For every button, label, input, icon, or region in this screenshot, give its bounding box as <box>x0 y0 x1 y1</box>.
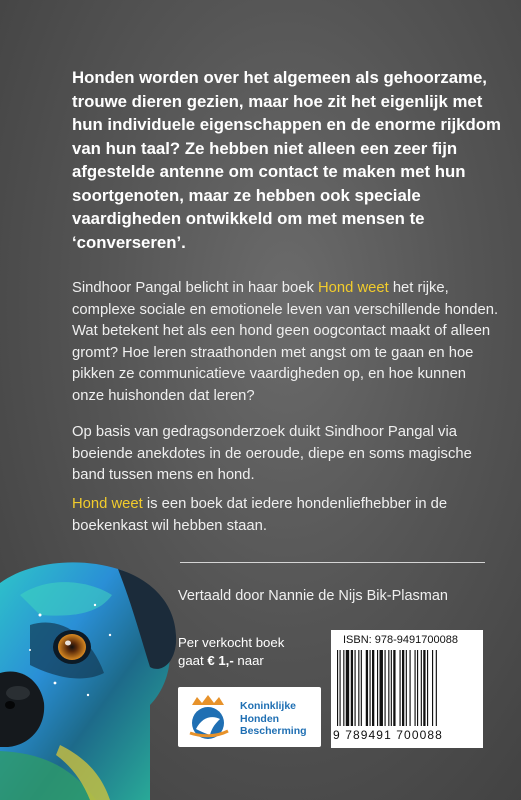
barcode-bar <box>423 650 425 726</box>
charity-note <box>178 634 284 670</box>
description-text-end: het rijke, complexe sociale en emotionele leven van verschillende honden. Wat betekent het als een hond geen oogcontact maakt of alleen gromt? Hoe leren straathonden met angst om te gaan en hoe pikken ze communicatieve vaardigheden op, en hoe kunnen onze huishonden dat leren? <box>72 280 499 404</box>
barcode-bar <box>385 650 386 726</box>
barcode-bar <box>343 650 344 726</box>
barcode-bar <box>406 650 407 726</box>
charity-line-2-suffix: naar <box>233 653 264 668</box>
barcode-bar <box>388 650 389 726</box>
barcode-number: 9 789491 700088 <box>333 728 443 742</box>
charity-logo <box>178 687 321 747</box>
isbn-label: ISBN: 978-9491700088 <box>343 634 458 646</box>
logo-text-line-1: Koninklijke <box>240 700 297 712</box>
logo-text-line-2: Honden <box>240 712 280 725</box>
divider-line <box>180 562 485 563</box>
book-title-highlight: Hond weet <box>317 280 389 296</box>
barcode-bar <box>366 650 368 726</box>
barcode-bar <box>402 650 404 726</box>
barcode-bar <box>340 650 341 726</box>
research-paragraph: Op basis van gedragsonderzoek duikt Sindhoor Pangal via boeiende anekdotes in de oeroude, diepe en soms magische band tussen mens en hond. <box>72 424 472 483</box>
barcode-bar <box>358 650 359 726</box>
dog-illustration <box>0 555 180 800</box>
barcode-bar <box>432 650 433 726</box>
charity-line-2-prefix: gaat <box>178 653 208 668</box>
charity-line-1: Per verkocht boek <box>178 635 285 650</box>
closing-paragraph <box>72 494 502 537</box>
description-text-start: Sindhoor Pangal belicht in haar boek <box>72 280 318 296</box>
barcode-bars <box>335 650 479 726</box>
donation-amount: € 1,- <box>207 653 234 668</box>
barcode-bar <box>400 650 401 726</box>
book-title-highlight-2: Hond weet <box>72 496 143 512</box>
barcode-bar <box>355 650 356 726</box>
barcode-bar <box>351 650 353 726</box>
barcode-bar <box>393 650 395 726</box>
barcode-bar <box>436 650 437 726</box>
intro-paragraph: Honden worden over het algemeen als gehoorzame, trouwe dieren gezien, maar hoe zit het eigenlijk met hun individuele eigenschappen en de enorme rijkdom van hun taal? Ze hebben niet alleen een zeer fijn afgestelde antenne om contact te maken met hun soortgenoten, maar ze hebben ook speciale vaardigheden ontwikkeld om met mensen te ‘converseren’. <box>72 68 501 252</box>
barcode-bar <box>391 650 392 726</box>
closing-text: is een boek dat iedere hondenliefhebber in de boekenkast wil hebben staan. <box>72 496 448 534</box>
barcode-bar <box>417 650 418 726</box>
barcode-bar <box>377 650 378 726</box>
description-paragraph <box>72 278 502 407</box>
barcode-bar <box>372 650 374 726</box>
barcode-bar <box>415 650 416 726</box>
barcode-bar <box>370 650 371 726</box>
barcode-bar <box>337 650 338 726</box>
barcode-bar <box>361 650 362 726</box>
barcode-panel <box>331 630 483 748</box>
barcode-bar <box>427 650 428 726</box>
translator-credit: Vertaald door Nannie de Nijs Bik-Plasman <box>178 588 448 604</box>
barcode-bar <box>380 650 383 726</box>
crown-dog-logo-icon <box>182 693 238 741</box>
barcode-bar <box>346 650 349 726</box>
barcode-bar <box>410 650 411 726</box>
logo-text-line-3: Bescherming <box>240 725 307 737</box>
barcode-bar <box>421 650 422 726</box>
